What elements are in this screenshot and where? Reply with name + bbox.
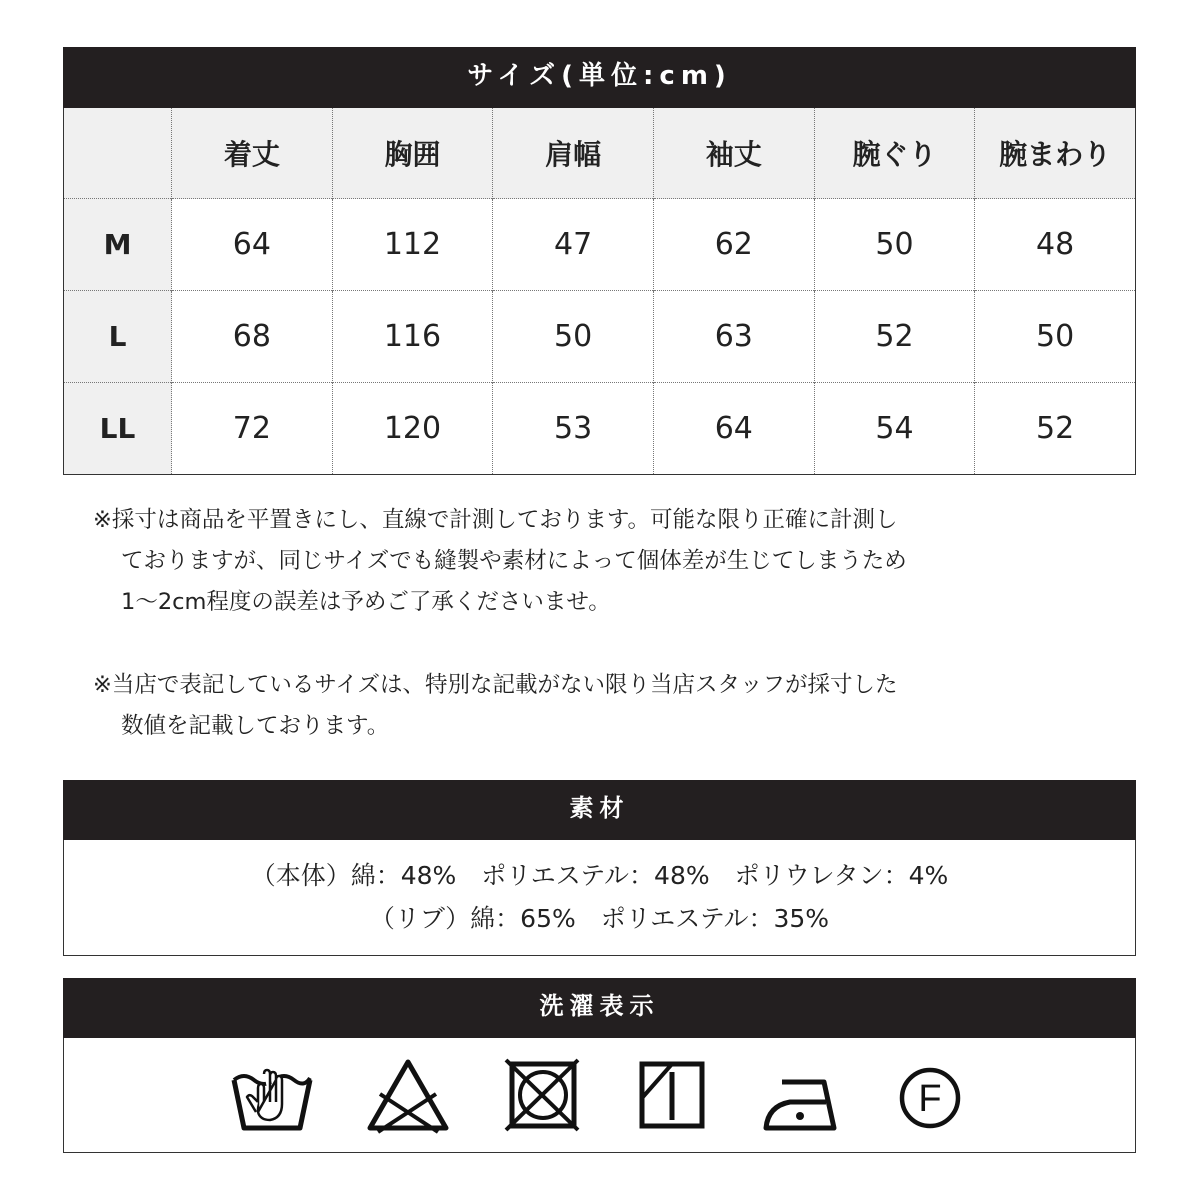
table-cell: 54 <box>814 383 975 475</box>
table-cell: 72 <box>172 383 333 475</box>
table-cell: 48 <box>975 199 1136 291</box>
no-tumble-dry-icon <box>504 1058 580 1134</box>
table-cell: 64 <box>172 199 333 291</box>
column-header-shoulder: 肩幅 <box>493 108 654 199</box>
no-bleach-icon <box>366 1058 450 1134</box>
material-line-rib: （リブ）綿：65% ポリエステル：35% <box>369 904 830 933</box>
size-table <box>63 108 1136 475</box>
column-header-chest: 胸囲 <box>332 108 493 199</box>
size-label: M <box>64 199 172 291</box>
table-cell: 50 <box>814 199 975 291</box>
table-cell: 50 <box>975 291 1136 383</box>
table-cell: 52 <box>975 383 1136 475</box>
table-cell: 47 <box>493 199 654 291</box>
table-cell: 62 <box>653 199 814 291</box>
table-row <box>64 291 1136 383</box>
hand-wash-icon <box>230 1058 314 1134</box>
wash-symbols-box <box>63 1038 1136 1153</box>
note-line: 数値を記載しております。 <box>121 713 390 739</box>
table-cell: 112 <box>332 199 493 291</box>
table-row <box>64 199 1136 291</box>
table-cell: 120 <box>332 383 493 475</box>
table-cell: 52 <box>814 291 975 383</box>
column-header-sleeve: 袖丈 <box>653 108 814 199</box>
dry-clean-letter: F <box>918 1078 942 1120</box>
table-cell: 50 <box>493 291 654 383</box>
material-line-body: （本体）綿：48% ポリエステル：48% ポリウレタン：4% <box>250 861 949 890</box>
material-section-title: 素材 <box>63 780 1136 840</box>
size-section-title: サイズ(単位:cm) <box>63 47 1136 108</box>
measurement-note <box>93 500 1073 623</box>
note-line: ておりますが、同じサイズでも縫製や素材によって個体差が生じてしまうため <box>121 548 907 574</box>
table-cell: 53 <box>493 383 654 475</box>
size-label: LL <box>64 383 172 475</box>
wash-section-title: 洗濯表示 <box>63 978 1136 1038</box>
column-header-upper-arm: 腕まわり <box>975 108 1136 199</box>
column-header-length: 着丈 <box>172 108 333 199</box>
table-cell: 63 <box>653 291 814 383</box>
material-box <box>63 840 1136 956</box>
iron-low-icon <box>760 1058 844 1134</box>
note-line: ※当店で表記しているサイズは、特別な記載がない限り当店スタッフが採寸した <box>93 672 898 698</box>
size-label: L <box>64 291 172 383</box>
table-cell: 68 <box>172 291 333 383</box>
size-notation-note <box>93 665 1073 747</box>
note-line: 1〜2cm程度の誤差は予めご了承くださいませ。 <box>121 589 611 615</box>
line-dry-icon <box>636 1058 708 1134</box>
size-table-header-row <box>64 108 1136 199</box>
note-line: ※採寸は商品を平置きにし、直線で計測しております。可能な限り正確に計測し <box>93 507 898 533</box>
table-cell: 64 <box>653 383 814 475</box>
dry-clean-f-icon <box>896 1058 964 1134</box>
size-table-corner <box>64 108 172 199</box>
table-row <box>64 383 1136 475</box>
table-cell: 116 <box>332 291 493 383</box>
column-header-armhole: 腕ぐり <box>814 108 975 199</box>
